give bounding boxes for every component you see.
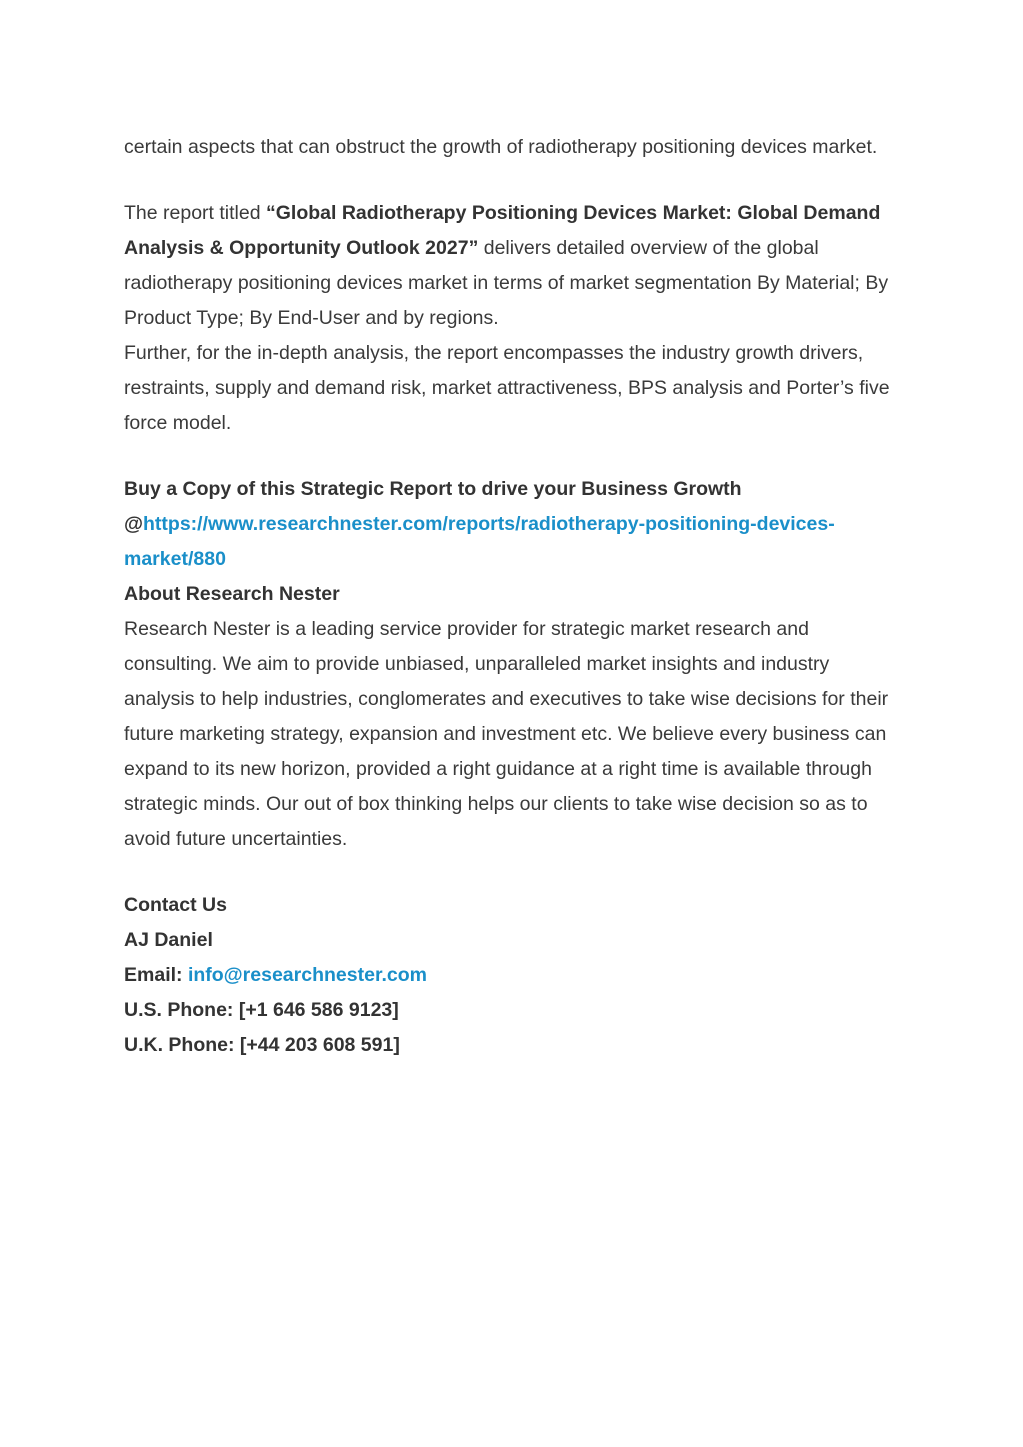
report-paragraph bbox=[124, 196, 904, 336]
further-paragraph: Further, for the in-depth analysis, the report encompasses the industry growth drivers, restraints, supply and demand risk, market attractiveness, BPS analysis and Porter’s five force model. bbox=[124, 342, 890, 434]
report-suffix: delivers detailed overview of the global radiotherapy positioning devices market in terms of market segmentation By Material; By Product Type; By End-User and by regions. bbox=[124, 237, 889, 329]
report-prefix: The report titled bbox=[124, 202, 266, 224]
buy-heading: Buy a Copy of this Strategic Report to drive your Business Growth bbox=[124, 478, 742, 500]
email-label: Email: bbox=[124, 964, 188, 986]
intro-paragraph: certain aspects that can obstruct the growth of radiotherapy positioning devices market. bbox=[124, 136, 878, 158]
contact-name: AJ Daniel bbox=[124, 929, 213, 951]
email-line bbox=[124, 958, 904, 993]
about-paragraph: Research Nester is a leading service provider for strategic market research and consulting. We aim to provide unbiased, unparalleled market insights and industry analysis to help industries, conglomerates and executives to take wise decisions for their future marketing strategy, expansion and investment etc. We believe every business can expand to its new horizon, provided a right guidance at a right time is available through strategic minds. Our out of box thinking helps our clients to take wise decision so as to avoid future uncertainties. bbox=[124, 618, 889, 850]
at-sign: @ bbox=[124, 513, 144, 535]
about-heading: About Research Nester bbox=[124, 583, 340, 605]
document-content bbox=[124, 130, 904, 1063]
email-link[interactable]: info@researchnester.com bbox=[187, 964, 427, 986]
report-link[interactable]: https://www.researchnester.com/reports/radiotherapy-positioning-devices-market/880 bbox=[124, 513, 835, 570]
contact-heading: Contact Us bbox=[124, 894, 227, 916]
report-title: “Global Radiotherapy Positioning Devices Market: Global Demand Analysis & Opportunity Outlook 2027” bbox=[124, 202, 881, 259]
uk-phone: U.K. Phone: [+44 203 608 591] bbox=[124, 1034, 400, 1056]
us-phone: U.S. Phone: [+1 646 586 9123] bbox=[124, 999, 399, 1021]
buy-link-line bbox=[124, 507, 904, 577]
